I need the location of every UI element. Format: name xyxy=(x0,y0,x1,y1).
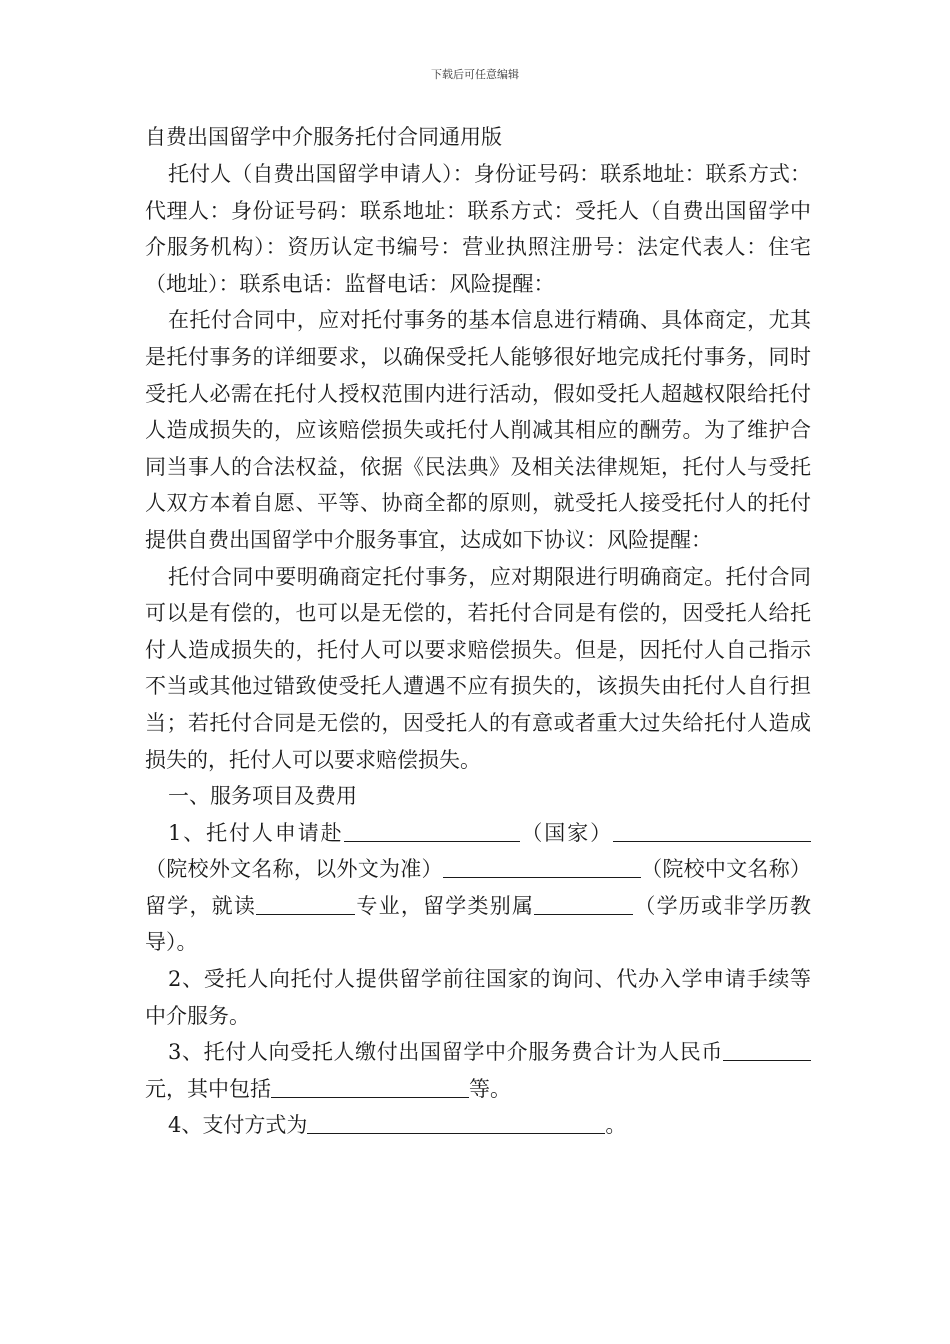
clause-4-text-a: 4、支付方式为 xyxy=(168,1113,308,1138)
school-foreign-name-blank[interactable] xyxy=(613,819,811,842)
payment-method-blank[interactable] xyxy=(307,1111,605,1134)
clause-3-text-a: 3、托付人向受托人缴付出国留学中介服务费合计为人民币 xyxy=(168,1040,723,1065)
school-chinese-name-blank[interactable] xyxy=(443,855,641,878)
country-blank[interactable] xyxy=(344,819,520,842)
clause-1-text-b: （国家） xyxy=(519,820,613,845)
clause-1 xyxy=(145,815,811,961)
clause-1-text-d: （院校中文名称）留学，就读 xyxy=(145,857,812,918)
section-heading: 一、服务项目及费用 xyxy=(168,784,357,809)
clause-1-text-a: 1、托付人申请赴 xyxy=(168,820,344,845)
clause-3 xyxy=(145,1034,811,1107)
clause-3-text-b: 元，其中包括 xyxy=(145,1076,271,1101)
header-note: 下载后可任意编辑 xyxy=(431,68,519,81)
study-type-blank[interactable] xyxy=(534,892,633,915)
clause-4 xyxy=(145,1107,811,1144)
fee-items-blank[interactable] xyxy=(271,1075,469,1098)
parties-paragraph: 托付人（自费出国留学申请人）：身份证号码：联系地址：联系方式：代理人：身份证号码：联系地址：联系方式：受托人（自费出国留学中介服务机构）：资历认定书编号：营业执照注册号：法定代表人：住宅（地址）：联系电话：监督电话：风险提醒： xyxy=(145,162,811,296)
clause-1-text-e: 专业，留学类别属 xyxy=(355,893,535,918)
major-blank[interactable] xyxy=(256,892,355,915)
risk-paragraph: 托付合同中要明确商定托付事务，应对期限进行明确商定。托付合同可以是有偿的，也可以是无偿的，若托付合同是有偿的，因受托人给托付人造成损失的，托付人可以要求赔偿损失。但是，因托付人自己指示不当或其他过错致使受托人遭遇不应有损失的，该损失由托付人自行担当；若托付合同是无偿的，因受托人的有意或者重大过失给托付人造成损失的，托付人可以要求赔偿损失。 xyxy=(145,564,811,772)
clause-1-text-f: （学历或非学历教导）。 xyxy=(145,893,812,955)
intro-paragraph: 在托付合同中，应对托付事务的基本信息进行精确、具体商定，尤其是托付事务的详细要求，以确保受托人能够很好地完成托付事务，同时受托人必需在托付人授权范围内进行活动，假如受托人超越权限给托付人造成损失的，应该赔偿损失或托付人削减其相应的酬劳。为了维护合同当事人的合法权益，依据《民法典》及相关法律规矩，托付人与受托人双方本着自愿、平等、协商全都的原则，就受托人接受托付人的托付提供自费出国留学中介服务事宜，达成如下协议：风险提醒： xyxy=(145,308,811,552)
clause-3-text-c: 等。 xyxy=(469,1076,511,1101)
fee-amount-blank[interactable] xyxy=(723,1038,811,1061)
document-body xyxy=(145,118,811,1144)
document-title: 自费出国留学中介服务托付合同通用版 xyxy=(145,125,502,149)
clause-1-text-c: （院校外文名称，以外文为准） xyxy=(145,857,443,882)
clause-2: 2、受托人向托付人提供留学前往国家的询问、代办入学申请手续等中介服务。 xyxy=(145,967,811,1028)
clause-4-text-b: 。 xyxy=(605,1113,627,1138)
